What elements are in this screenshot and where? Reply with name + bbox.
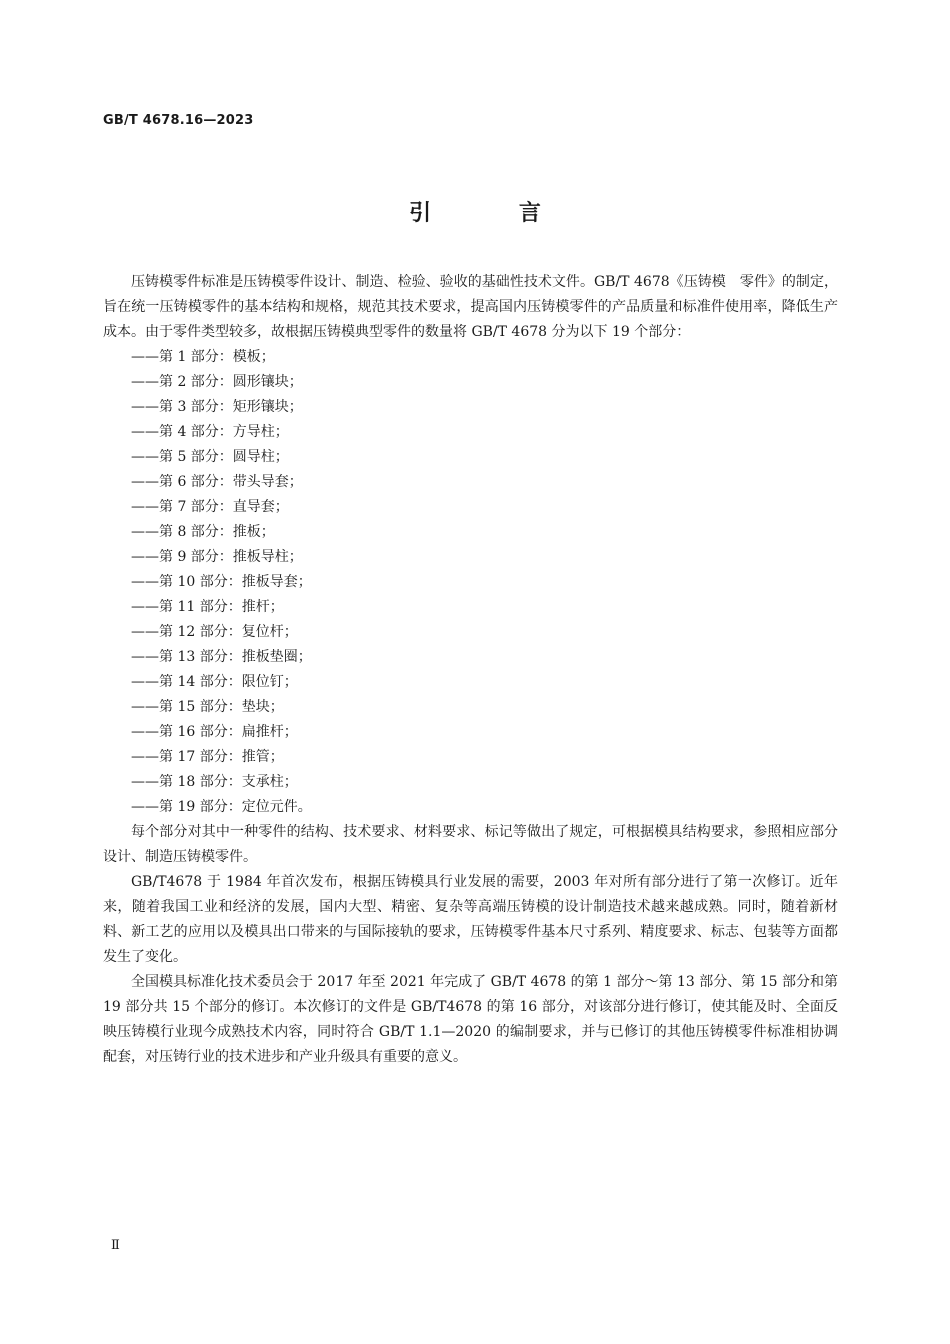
list-item: ——第 14 部分：限位钉； — [131, 674, 298, 690]
list-item: ——第 1 部分：模板； — [131, 349, 275, 365]
paragraph-structure: 每个部分对其中一种零件的结构、技术要求、材料要求、标记等做出了规定，可根据模具结构要求，参照相应部分设计、制造压铸模零件。 — [103, 824, 838, 865]
list-item: ——第 11 部分：推杆； — [131, 599, 284, 615]
intro-paragraph: 压铸模零件标准是压铸模零件设计、制造、检验、验收的基础性技术文件。GB/T 4678《压铸模 零件》的制定，旨在统一压铸模零件的基本结构和规格，规范其技术要求，提高国内压铸模零件的产品质量和标准件使用率，降低生产成本。由于零件类型较多，故根据压铸模典型零件的数量将 GB/T 4678 分为以下 19 个部分： — [103, 274, 838, 340]
page-number: Ⅱ — [111, 1238, 120, 1253]
list-item: ——第 4 部分：方导柱； — [131, 424, 289, 440]
paragraph-history: GB/T4678 于 1984 年首次发布，根据压铸模具行业发展的需要，2003 年对所有部分进行了第一次修订。近年来，随着我国工业和经济的发展，国内大型、精密、复杂等高端压铸模的设计制造技术越来越成熟。同时，随着新材料、新工艺的应用以及模具出口带来的与国际接轨的要求，压铸模零件基本尺寸系列、精度要求、标志、包装等方面都发生了变化。 — [103, 874, 838, 965]
standard-number: GB/T 4678.16—2023 — [103, 113, 254, 128]
list-item: ——第 7 部分：直导套； — [131, 499, 289, 515]
list-item: ——第 8 部分：推板； — [131, 524, 275, 540]
parts-list — [103, 345, 838, 820]
list-item: ——第 13 部分：推板垫圈； — [131, 649, 312, 665]
list-item: ——第 18 部分：支承柱； — [131, 774, 298, 790]
paragraph-revision: 全国模具标准化技术委员会于 2017 年至 2021 年完成了 GB/T 4678 的第 1 部分～第 13 部分、第 15 部分和第 19 部分共 15 个部分的修订。本次修订的文件是 GB/T4678 的第 16 部分，对该部分进行修订，使其能及时、全面反映压铸模行业现今成熟技术内容，同时符合 GB/T 1.1—2020 的编制要求，并与已修订的其他压铸模零件标准相协调配套，对压铸行业的技术进步和产业升级具有重要的意义。 — [103, 974, 838, 1065]
list-item: ——第 2 部分：圆形镶块； — [131, 374, 303, 390]
list-item: ——第 10 部分：推板导套； — [131, 574, 312, 590]
document-body — [103, 270, 838, 1070]
list-item: ——第 5 部分：圆导柱； — [131, 449, 289, 465]
list-item: ——第 9 部分：推板导柱； — [131, 549, 303, 565]
section-title: 引 言 — [409, 201, 581, 226]
list-item: ——第 16 部分：扁推杆； — [131, 724, 298, 740]
list-item: ——第 6 部分：带头导套； — [131, 474, 303, 490]
list-item: ——第 15 部分：垫块； — [131, 699, 284, 715]
list-item: ——第 12 部分：复位杆； — [131, 624, 298, 640]
list-item: ——第 3 部分：矩形镶块； — [131, 399, 303, 415]
list-item: ——第 19 部分：定位元件。 — [131, 799, 312, 815]
list-item: ——第 17 部分：推管； — [131, 749, 284, 765]
